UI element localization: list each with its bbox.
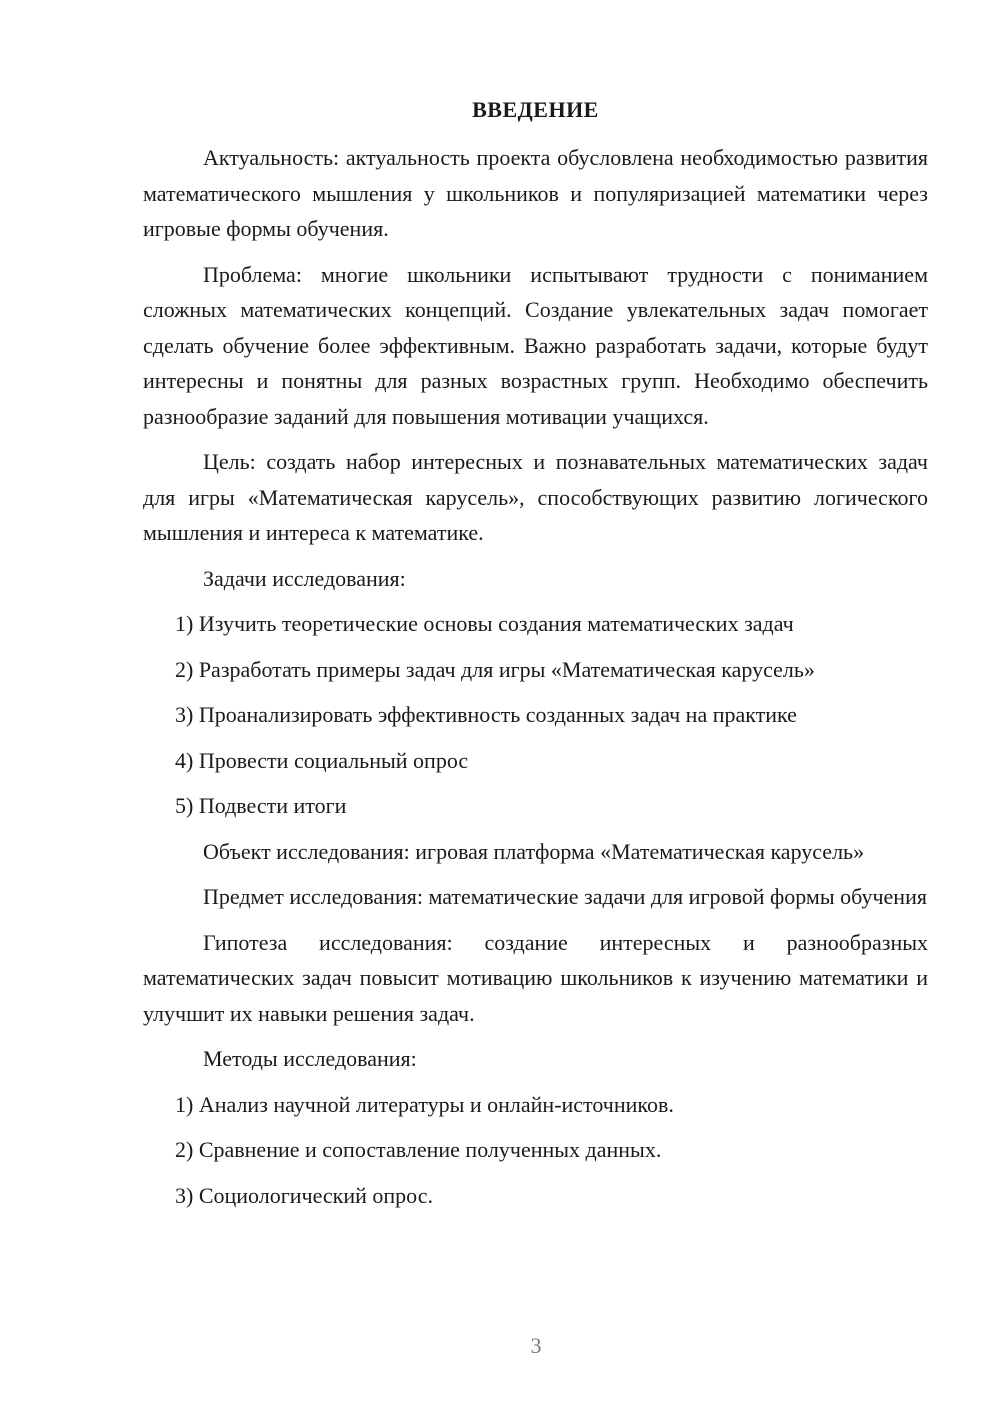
- methods-list: [143, 1087, 928, 1214]
- paragraph-problem: Проблема: многие школьники испытывают трудности с пониманием сложных математических концепций. Создание увлекательных задач помогает сделать обучение более эффективным. Важно разработать задачи, которые будут интересны и понятны для разных возрастных групп. Необходимо обеспечить разнообразие заданий для повышения мотивации учащихся.: [143, 261, 928, 429]
- list-item: 5) Подвести итоги: [175, 793, 347, 818]
- paragraph-object: Объект исследования: игровая платформа «Математическая карусель»: [203, 838, 865, 864]
- list-item: 1) Изучить теоретические основы создания математических задач: [175, 611, 794, 636]
- list-item: 1) Анализ научной литературы и онлайн-источников.: [175, 1091, 674, 1117]
- list-item: 3) Социологический опрос.: [175, 1182, 433, 1208]
- paragraph-subject: Предмет исследования: математические задачи для игровой формы обучения: [203, 884, 927, 909]
- paragraph-hypothesis: Гипотеза исследования: создание интересных и разнообразных математических задач повысит мотивацию школьников к изучению математики и улучшит их навыки решения задач.: [143, 929, 928, 1026]
- list-item: 2) Сравнение и сопоставление полученных данных.: [175, 1137, 662, 1162]
- document-page: [143, 95, 928, 1223]
- list-item: 2) Разработать примеры задач для игры «Математическая карусель»: [175, 656, 815, 682]
- list-item: 4) Провести социальный опрос: [175, 747, 469, 773]
- document-title: ВВЕДЕНИЕ: [472, 97, 599, 122]
- tasks-list: [143, 606, 928, 824]
- methods-heading: Методы исследования:: [203, 1046, 417, 1071]
- page-number: 3: [530, 1333, 542, 1358]
- paragraph-goal: Цель: создать набор интересных и познавательных математических задач для игры «Математическая карусель», способствующих развитию логического мышления и интереса к математике.: [143, 449, 928, 545]
- list-item: 3) Проанализировать эффективность созданных задач на практике: [175, 702, 797, 727]
- paragraph-relevance: Актуальность: актуальность проекта обусловлена необходимостью развития математического мышления у школьников и популяризацией математики через игровые формы обучения.: [143, 145, 928, 241]
- tasks-heading: Задачи исследования:: [203, 565, 406, 591]
